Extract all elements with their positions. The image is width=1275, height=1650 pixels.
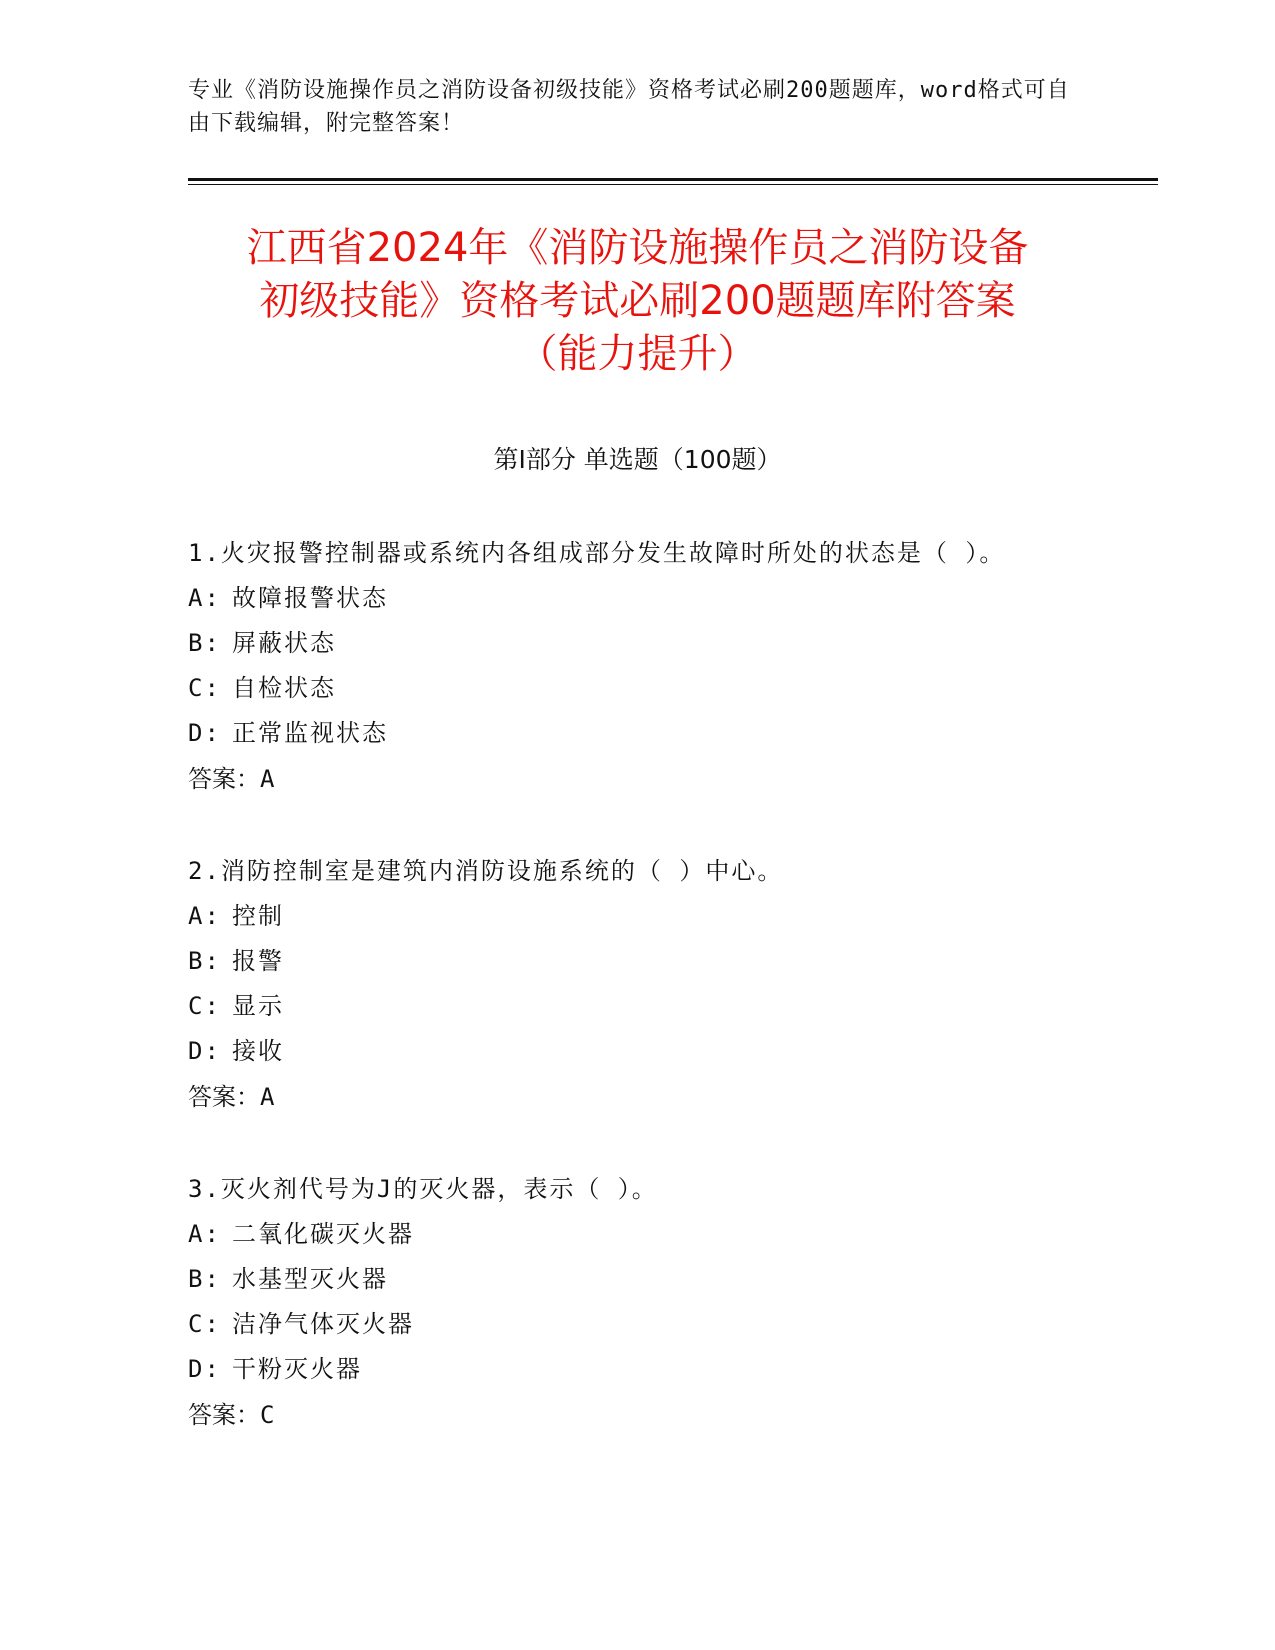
option-text: 洁净气体灭火器 xyxy=(232,1310,414,1338)
option-text: 二氧化碳灭火器 xyxy=(232,1220,414,1248)
option-a xyxy=(188,894,1068,939)
option-letter: A: xyxy=(188,584,221,612)
option-d xyxy=(188,1029,1068,1074)
option-letter: D: xyxy=(188,719,221,747)
option-letter: B: xyxy=(188,1265,221,1293)
option-text: 水基型灭火器 xyxy=(232,1265,388,1293)
option-letter: C: xyxy=(188,992,221,1020)
question-list xyxy=(188,530,1068,1484)
option-b xyxy=(188,1257,1068,1302)
question-3 xyxy=(188,1166,1068,1438)
header-note: 专业《消防设施操作员之消防设备初级技能》资格考试必刷200题题库，word格式可自由下载编辑，附完整答案！ xyxy=(188,78,1070,136)
title-line-2: 初级技能》资格考试必刷200题题库附答案 xyxy=(259,278,1016,324)
option-text: 显示 xyxy=(232,992,284,1020)
title-line-3: （能力提升） xyxy=(517,331,758,377)
option-text: 干粉灭火器 xyxy=(232,1355,362,1383)
option-letter: D: xyxy=(188,1037,221,1065)
answer-label: 答案： xyxy=(188,765,260,793)
option-text: 接收 xyxy=(232,1037,284,1065)
option-letter: B: xyxy=(188,947,221,975)
option-c xyxy=(188,984,1068,1029)
question-2 xyxy=(188,848,1068,1120)
answer-line xyxy=(188,1392,1068,1438)
option-b xyxy=(188,939,1068,984)
header-rule-thick xyxy=(188,178,1158,181)
answer-line xyxy=(188,1074,1068,1120)
option-text: 控制 xyxy=(232,902,284,930)
answer-value: A xyxy=(260,765,275,793)
option-letter: C: xyxy=(188,674,221,702)
option-c xyxy=(188,666,1068,711)
title-line-1: 江西省2024年《消防设施操作员之消防设备 xyxy=(246,225,1029,271)
question-stem: 1.火灾报警控制器或系统内各组成部分发生故障时所处的状态是（ ）。 xyxy=(188,539,1006,567)
question-1 xyxy=(188,530,1068,802)
option-a xyxy=(188,1212,1068,1257)
option-letter: A: xyxy=(188,902,221,930)
question-stem: 3.灭火剂代号为J的灭火器，表示（ ）。 xyxy=(188,1175,658,1203)
option-letter: A: xyxy=(188,1220,221,1248)
option-text: 故障报警状态 xyxy=(232,584,388,612)
option-d xyxy=(188,1347,1068,1392)
section-title: 第Ⅰ部分 单选题（100题） xyxy=(493,445,782,474)
option-letter: B: xyxy=(188,629,221,657)
option-text: 自检状态 xyxy=(232,674,336,702)
question-stem: 2.消防控制室是建筑内消防设施系统的（ ）中心。 xyxy=(188,857,784,885)
header-rule-thin xyxy=(188,184,1158,185)
answer-label: 答案： xyxy=(188,1083,260,1111)
option-text: 报警 xyxy=(232,947,284,975)
answer-value: C xyxy=(260,1401,275,1429)
answer-value: A xyxy=(260,1083,275,1111)
option-text: 正常监视状态 xyxy=(232,719,388,747)
option-text: 屏蔽状态 xyxy=(232,629,336,657)
option-letter: D: xyxy=(188,1355,221,1383)
document-title xyxy=(140,222,1135,381)
answer-label: 答案： xyxy=(188,1401,260,1429)
answer-line xyxy=(188,756,1068,802)
option-b xyxy=(188,621,1068,666)
option-c xyxy=(188,1302,1068,1347)
option-a xyxy=(188,576,1068,621)
option-d xyxy=(188,711,1068,756)
option-letter: C: xyxy=(188,1310,221,1338)
